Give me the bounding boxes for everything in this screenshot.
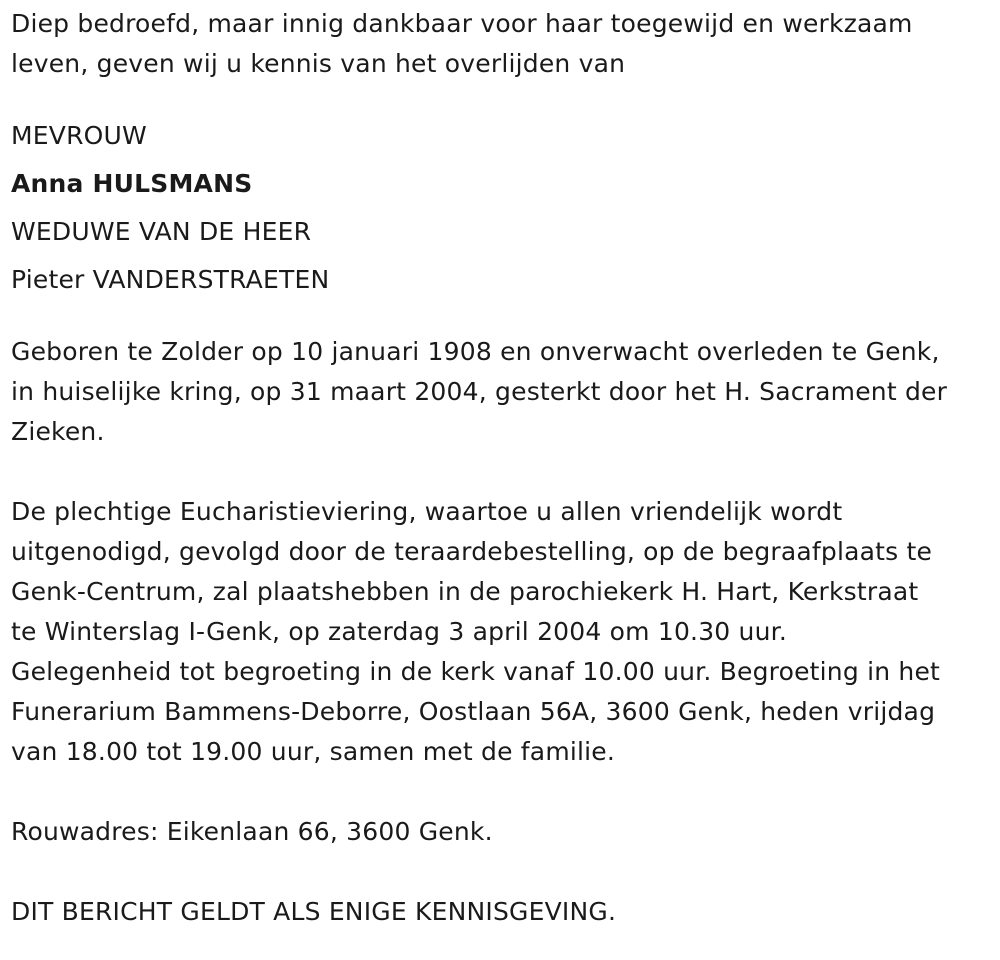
- spacer: [11, 452, 996, 492]
- closing-statement: DIT BERICHT GELDT ALS ENIGE KENNISGEVING.: [11, 897, 617, 926]
- intro-paragraph: [11, 4, 996, 84]
- ceremony-line: Gelegenheid tot begroeting in de kerk vanaf 10.00 uur. Begroeting in het: [11, 657, 941, 686]
- spacer: [11, 84, 996, 112]
- spacer: [11, 852, 996, 892]
- deceased-name: Anna HULSMANS: [11, 169, 253, 198]
- birth-death-line: in huiselijke kring, op 31 maart 2004, gesterkt door het H. Sacrament der: [11, 377, 948, 406]
- birth-death-line: Zieken.: [11, 417, 105, 446]
- intro-line: Diep bedroefd, maar innig dankbaar voor haar toegewijd en werkzaam: [11, 9, 913, 38]
- birth-death-paragraph: [11, 332, 996, 452]
- mourning-address: Rouwadres: Eikenlaan 66, 3600 Genk.: [11, 817, 493, 846]
- deceased-relation: WEDUWE VAN DE HEER: [11, 217, 312, 246]
- ceremony-paragraph: [11, 492, 996, 772]
- obituary-notice: [11, 4, 996, 932]
- ceremony-line: Funerarium Bammens-Deborre, Oostlaan 56A, 3600 Genk, heden vrijdag: [11, 697, 936, 726]
- spacer: [11, 772, 996, 812]
- intro-line: leven, geven wij u kennis van het overlijden van: [11, 49, 626, 78]
- deceased-block: [11, 112, 996, 304]
- spacer: [11, 304, 996, 332]
- ceremony-line: te Winterslag I-Genk, op zaterdag 3 april 2004 om 10.30 uur.: [11, 617, 787, 646]
- ceremony-line: uitgenodigd, gevolgd door de teraardebestelling, op de begraafplaats te: [11, 537, 933, 566]
- ceremony-line: Genk-Centrum, zal plaatshebben in de parochiekerk H. Hart, Kerkstraat: [11, 577, 919, 606]
- ceremony-line: De plechtige Eucharistieviering, waartoe u allen vriendelijk wordt: [11, 497, 843, 526]
- deceased-title: MEVROUW: [11, 121, 147, 150]
- birth-death-line: Geboren te Zolder op 10 januari 1908 en onverwacht overleden te Genk,: [11, 337, 940, 366]
- deceased-spouse: Pieter VANDERSTRAETEN: [11, 265, 330, 294]
- ceremony-line: van 18.00 tot 19.00 uur, samen met de familie.: [11, 737, 616, 766]
